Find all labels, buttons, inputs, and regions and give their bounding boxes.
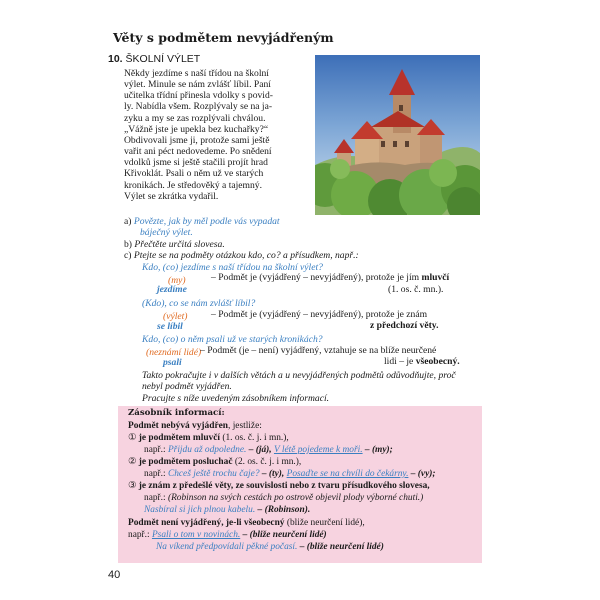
- task-a-label: a): [124, 216, 132, 227]
- example-3-note-text: lidi – je: [384, 356, 414, 367]
- info-item-1-example-a: Přijdu až odpoledne.: [167, 445, 247, 455]
- example-1-predicate: jezdíme: [157, 284, 187, 295]
- info-item-2-bold-b: posluchač: [192, 457, 233, 467]
- story-line: „Vážně jste je upekla bez kuchařky?“: [124, 123, 269, 135]
- info-item-2-example-pre: např.:: [144, 469, 166, 479]
- info-item-3-rest: , ze souvislosti nebo z tvaru přísudkového slovesa,: [230, 481, 430, 491]
- exercise-heading: [108, 53, 200, 65]
- task-b-text: Přečtěte určitá slovesa.: [134, 238, 225, 250]
- story-text: [124, 68, 312, 202]
- info-item-3: [128, 481, 430, 492]
- example-3-predicate: psali: [163, 357, 182, 368]
- closing-line-2: nebyl podmět vyjádřen.: [142, 381, 232, 392]
- info-item-3-example-b-note: – (Robinson).: [257, 505, 311, 515]
- task-a: [124, 216, 484, 227]
- castle-illustration: [315, 55, 480, 215]
- info-rule-2-example-b-note: – (bliže neurčení lidé): [299, 542, 384, 552]
- info-item-2-example-a: Chceš ještě trochu čaje?: [167, 469, 260, 479]
- task-c-text: Ptejte se na podměty otázkou kdo, co? a přísudkem, např.:: [133, 250, 359, 262]
- info-item-2-example-a-note: – (ty),: [261, 469, 285, 479]
- circled-three-icon: ③: [128, 481, 137, 491]
- story-line: Výlet se zkrátka vydařil.: [124, 190, 219, 202]
- info-rule-2-example-a-note: – (bliže neurčení lidé): [242, 530, 327, 540]
- task-b: [124, 239, 484, 250]
- closing-line-1: Takto pokračujte i v dalších větách a u nevyjádřených podmětů odůvodňujte, proč: [142, 370, 456, 381]
- story-line: Obdivovali jsme ji, protože sami ještě: [124, 134, 270, 146]
- info-item-3-example-a: (Robinson na svých cestách po ostrově objevil plody výborné chuti.): [167, 493, 424, 503]
- info-item-1-example-a-note: – (já),: [248, 445, 272, 455]
- info-item-3-example-pre: např.:: [144, 493, 166, 503]
- info-item-1-example-pre: např.:: [144, 445, 166, 455]
- story-line: kronikách. Je středověký a tajemný.: [124, 179, 262, 191]
- example-1-note: (1. os. č. mn.).: [388, 284, 444, 295]
- example-2-predicate: se líbil: [157, 321, 183, 332]
- story-line: vdolků jsme si ještě stačili projít hrad: [124, 157, 268, 169]
- info-box: [118, 406, 482, 563]
- info-item-1-bold-a: je podmětem: [138, 433, 191, 443]
- closing-line-3: Pracujte s níže uvedeným zásobníkem informací.: [142, 393, 330, 404]
- info-rule-2-example-pre: např.:: [128, 530, 150, 540]
- info-rule-2-bold-b: všeobecný: [243, 518, 285, 528]
- example-1-line-text: – Podmět je (vyjádřený – nevyjádřený), protože je jím: [211, 272, 420, 283]
- task-c: [124, 250, 484, 261]
- story-line: zyku a my se zas rozplývali chválou.: [124, 112, 266, 124]
- story-line: učitelka třídní přinesla vdolky s povid-: [124, 90, 273, 102]
- exercise-number: 10.: [108, 53, 123, 65]
- info-rule-2-bold-a: Podmět není vyjádřený, je-li: [128, 518, 242, 528]
- example-3-subject-tag: (neznámí lidé): [146, 347, 202, 358]
- info-item-1-bold-b: mluvčí: [192, 433, 220, 443]
- circled-two-icon: ②: [128, 457, 137, 467]
- info-item-2-example-b-note: – (vy);: [410, 469, 436, 479]
- castle-illustration-svg: [315, 55, 480, 215]
- info-item-3-example-2: [144, 505, 310, 516]
- info-item-3-bold: je znám z předešlé věty: [138, 481, 231, 491]
- info-item-1-example-b-note: – (my);: [364, 445, 393, 455]
- info-item-3-example: [144, 493, 423, 504]
- example-3-note-bold: všeobecný.: [415, 356, 460, 367]
- info-intro-bold: Podmět nebývá vyjádřen: [128, 421, 228, 431]
- example-1-question: Kdo, (co) jezdíme s naší třídou na školní výlet?: [142, 262, 323, 273]
- info-item-1: [128, 433, 289, 444]
- info-rule-2-example-a-row: [128, 530, 327, 541]
- info-item-1-example: [144, 445, 393, 456]
- example-2-note: z předchozí věty.: [370, 320, 439, 331]
- example-3-question: Kdo, (co) o něm psali už ve starých kronikách?: [142, 334, 323, 345]
- circled-one-icon: ①: [128, 433, 137, 443]
- info-box-title: Zásobník informací:: [128, 408, 225, 418]
- info-rule-2-rest: (bliže neurčení lidé),: [286, 518, 365, 528]
- exercise-title: ŠKOLNÍ VÝLET: [125, 53, 201, 65]
- info-item-2-example: [144, 469, 436, 480]
- info-rule-2-example-b: Na víkend předpovídali pěkné počasí.: [156, 542, 298, 552]
- example-1-line-bold: mluvčí: [421, 272, 450, 283]
- info-item-1-rest: (1. os. č. j. i mn.),: [222, 433, 289, 443]
- info-item-2: [128, 457, 301, 468]
- story-line: Někdy jezdíme s naší třídou na školní: [124, 68, 269, 79]
- story-line: výlet. Minule se nám zvlášť líbil. Paní: [124, 79, 271, 91]
- task-a-cont: [124, 227, 484, 238]
- tasks: [124, 216, 484, 262]
- story-line: vařit ani péct nedovedeme. Po snědení: [124, 146, 272, 158]
- info-item-2-bold-a: je podmětem: [138, 457, 191, 467]
- example-3-note: [384, 356, 460, 367]
- info-item-1-example-b: V létě pojedeme k moři.: [273, 445, 363, 455]
- task-a-text-2: báječný výlet.: [140, 227, 193, 239]
- story-line: Křivoklát. Psali o něm už ve starých: [124, 168, 264, 180]
- info-rule-2-example-a: Psali o tom v novinách.: [151, 530, 241, 540]
- page-title: Věty s podmětem nevyjádřeným: [113, 30, 334, 45]
- story-line: ly. Nabídla všem. Rozplývaly se na ja-: [124, 101, 273, 113]
- page-number: 40: [108, 569, 121, 581]
- task-a-text: Povězte, jak by měl podle vás vypadat: [133, 216, 280, 227]
- info-item-3-example-b: Nasbíral si jich plnou kabelu.: [144, 505, 256, 515]
- example-2-question: (Kdo), co se nám zvlášť líbil?: [142, 298, 256, 309]
- task-c-label: c): [124, 250, 132, 262]
- example-2-subject-tag: (výlet): [163, 311, 188, 322]
- info-rule-2-example-b-row: [156, 542, 384, 553]
- info-intro-rest: , jestliže:: [228, 421, 262, 431]
- example-1-line: [211, 272, 449, 283]
- info-item-2-example-b: Posaďte se na chvíli do čekárny.: [286, 469, 409, 479]
- info-intro: [128, 421, 262, 432]
- example-1-subject-tag: (my): [168, 275, 186, 286]
- task-b-label: b): [124, 238, 132, 250]
- example-2-line: – Podmět je (vyjádřený – nevyjádřený), protože je znám: [211, 309, 428, 320]
- info-rule-2: [128, 518, 365, 529]
- example-3-line: – Podmět (je – není) vyjádřený, vztahuje se na blíže neurčené: [200, 345, 437, 356]
- info-item-2-rest: (2. os. č. j. i mn.),: [234, 457, 302, 467]
